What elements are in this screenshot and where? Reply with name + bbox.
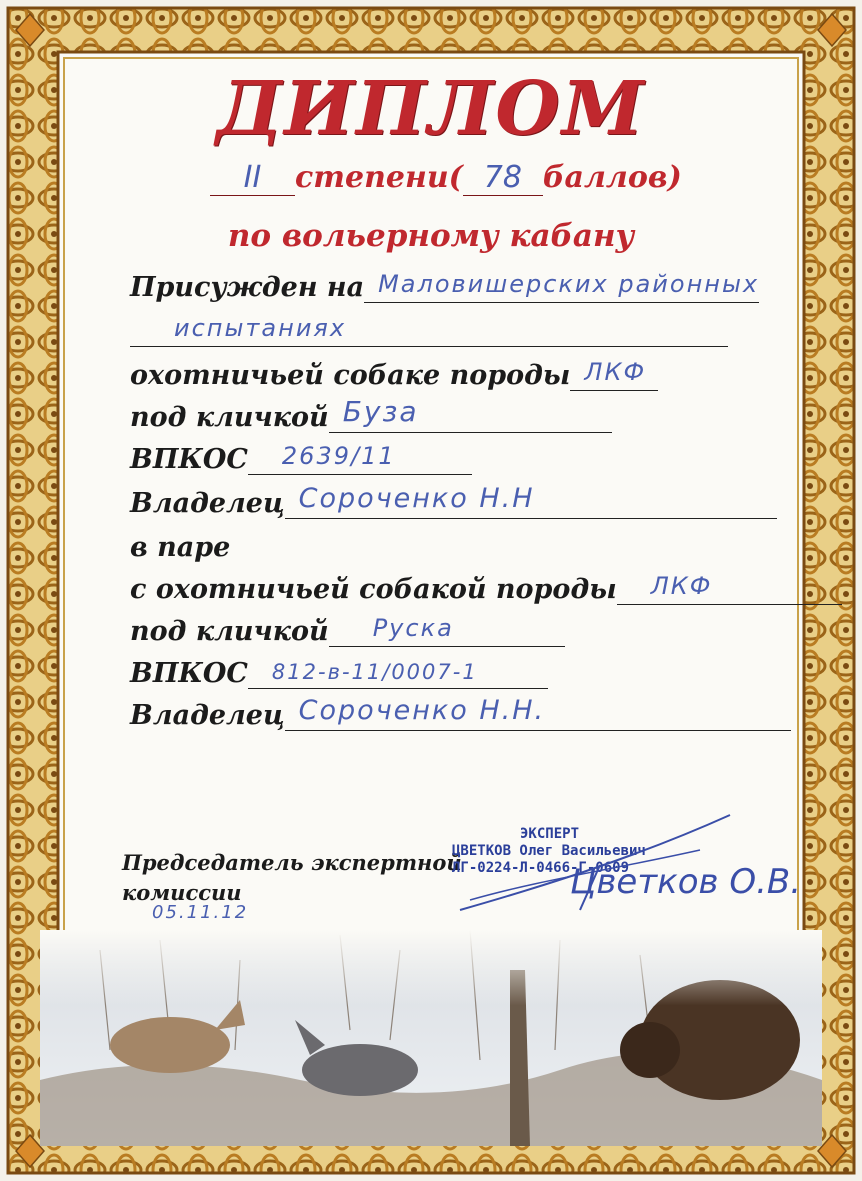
awarded-fill-2: [130, 316, 728, 347]
name2-value: Руска: [372, 614, 454, 642]
degree-blank: [210, 160, 295, 196]
vpkos1-value: 2639/11: [281, 442, 396, 470]
vpkos1-fill: [248, 444, 472, 475]
awarded-line-2: [130, 316, 728, 347]
vpkos2-line: [130, 658, 548, 689]
awarded-label: Присужден на: [130, 272, 365, 303]
date-handwritten: 05.11.12: [152, 902, 249, 923]
hunting-scene-photo: [40, 930, 822, 1146]
chair-line-1: Председатель экспертной: [122, 850, 462, 875]
name1-label: под кличкой: [130, 402, 329, 433]
owner1-label: Владелец: [130, 488, 285, 519]
breed2-value: ЛКФ: [650, 572, 713, 600]
vpkos2-value: 812-в-11/0007-1: [271, 660, 478, 684]
degree-roman: II: [243, 160, 262, 195]
chair-line-2: комиссии: [122, 880, 242, 905]
vpkos1-label: ВПКОС: [130, 444, 248, 475]
name2-fill: [329, 616, 565, 647]
owner2-label: Владелец: [130, 700, 285, 731]
points-blank: [463, 160, 543, 196]
awarded-value: Маловишерских районных: [378, 270, 760, 298]
name2-line: [130, 616, 565, 647]
breed2-fill: [617, 574, 842, 605]
awarded-fill: [364, 272, 759, 303]
breed1-label: охотничьей собаке породы: [130, 360, 571, 391]
points-suffix: баллов): [542, 160, 682, 195]
breed1-fill: [570, 360, 658, 391]
owner2-line: [130, 695, 791, 731]
points-value: 78: [483, 160, 522, 195]
degree-line: [210, 160, 682, 196]
stamp-line-2: ЦВЕТКОВ Олег Васильевич: [452, 843, 646, 859]
pair-label: в паре: [130, 532, 231, 563]
vpkos1-line: [130, 444, 472, 475]
stamp-line-1: ЭКСПЕРТ: [520, 826, 580, 842]
breed2-label: с охотничьей собакой породы: [130, 574, 617, 605]
diploma-subtitle: по вольерному кабану: [227, 218, 635, 254]
vpkos2-label: ВПКОС: [130, 658, 248, 689]
name1-line: [130, 395, 612, 433]
stamp-line-3: ЛГ-0224-Л-0466-Г-0609: [452, 860, 630, 876]
owner1-line: [130, 483, 777, 519]
awarded-value-2: испытаниях: [174, 314, 347, 342]
vpkos2-fill: [248, 658, 548, 689]
breed1-value: ЛКФ: [584, 358, 647, 386]
owner2-fill: [285, 695, 791, 731]
owner1-fill: [285, 483, 777, 519]
name1-value: Буза: [342, 395, 419, 428]
owner1-value: Сороченко Н.Н: [298, 483, 535, 514]
name2-label: под кличкой: [130, 616, 329, 647]
signature: Цветков О.В.: [570, 862, 802, 902]
diploma-title: ДИПЛОМ: [216, 66, 646, 152]
name1-fill: [329, 395, 612, 433]
awarded-line: [130, 272, 759, 303]
breed2-line: [130, 574, 842, 605]
breed1-line: [130, 360, 658, 391]
degree-word: степени(: [295, 160, 463, 195]
chair-caption: [122, 848, 462, 908]
owner2-value: Сороченко Н.Н.: [298, 695, 546, 726]
